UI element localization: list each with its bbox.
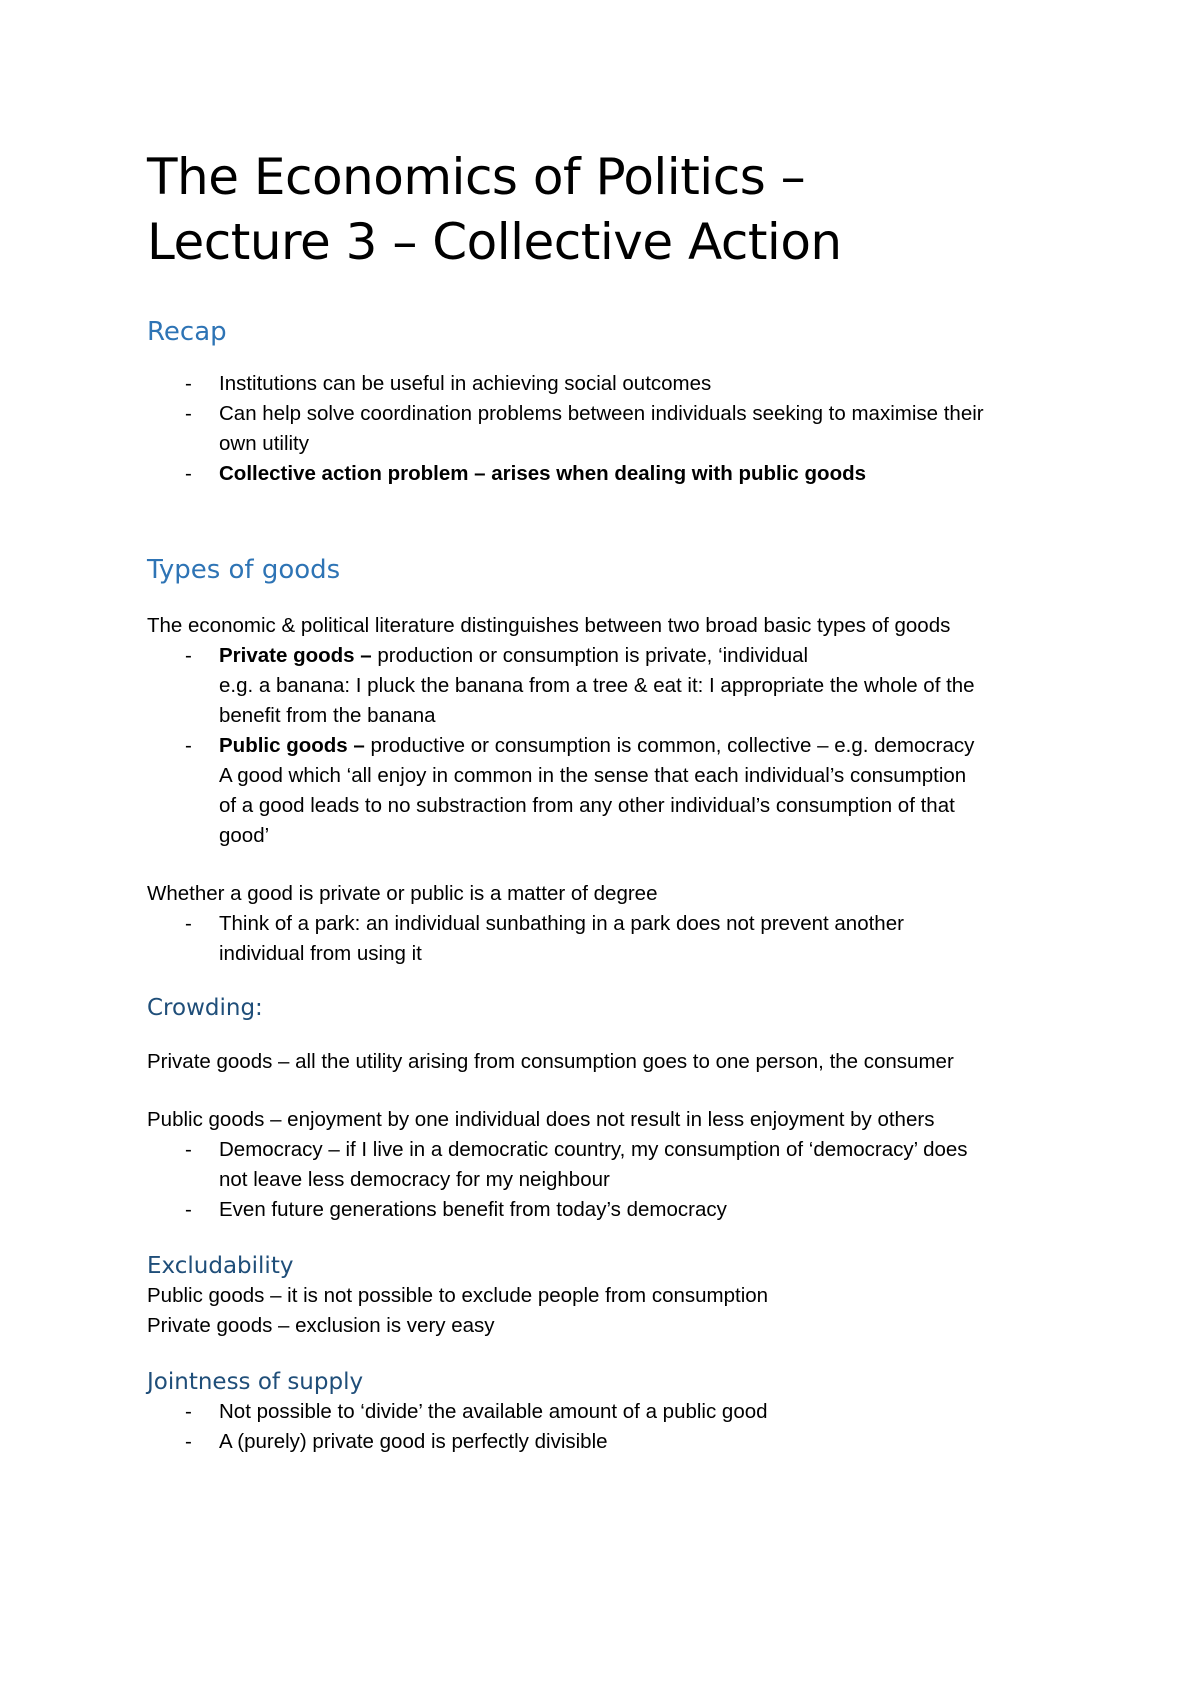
bullet-dash: - [185, 1400, 192, 1423]
document-content [147, 145, 1077, 1457]
heading-excludability: Excludability [147, 1253, 294, 1279]
paragraph-crowding-private: Private goods – all the utility arising from consumption goes to one person, the consumer [147, 1050, 954, 1073]
quote-public-goods: A good which ‘all enjoy in common in the sense that each individual’s consumption [219, 764, 967, 787]
bullet-dash: - [185, 402, 192, 425]
title-line-1: The Economics of Politics – [147, 148, 806, 206]
crowding-list [147, 1135, 1077, 1225]
term-private-goods: Private goods – [219, 644, 372, 667]
title-line-2: Lecture 3 – Collective Action [147, 213, 842, 271]
list-item-text: Can help solve coordination problems between individuals seeking to maximise their [219, 402, 984, 425]
paragraph-crowding-public: Public goods – enjoyment by one individual does not result in less enjoyment by others [147, 1108, 935, 1131]
bullet-dash: - [185, 1138, 192, 1161]
bullet-dash: - [185, 644, 192, 667]
list-item [147, 399, 1077, 459]
list-item [147, 1427, 1077, 1457]
bullet-dash: - [185, 734, 192, 757]
bullet-dash: - [185, 372, 192, 395]
list-item-text: Think of a park: an individual sunbathing in a park does not prevent another [219, 912, 904, 935]
list-item-text: individual from using it [219, 942, 422, 965]
types-list [147, 641, 1077, 851]
list-item [147, 1135, 1077, 1195]
definition-private-goods: production or consumption is private, ‘individual [371, 644, 809, 667]
recap-list [147, 369, 1077, 489]
bullet-dash: - [185, 1430, 192, 1453]
list-item [147, 369, 1077, 399]
list-item [147, 909, 1077, 969]
example-private-goods: e.g. a banana: I pluck the banana from a tree & eat it: I appropriate the whole of the [219, 674, 975, 697]
heading-types-of-goods: Types of goods [147, 555, 341, 585]
list-item [147, 459, 1077, 489]
list-item-public-goods [147, 731, 1077, 851]
degree-list [147, 909, 1077, 969]
quote-public-goods-end: good’ [219, 824, 270, 847]
list-item-bold-text: Collective action problem – arises when dealing with public goods [219, 462, 867, 485]
bullet-dash: - [185, 912, 192, 935]
list-item [147, 1195, 1077, 1225]
bullet-dash: - [185, 1198, 192, 1221]
list-item-text: not leave less democracy for my neighbour [219, 1168, 610, 1191]
list-item [147, 1397, 1077, 1427]
list-item-text: Institutions can be useful in achieving social outcomes [219, 372, 712, 395]
example-private-goods-cont: benefit from the banana [219, 704, 436, 727]
document-title [147, 145, 1077, 275]
heading-jointness: Jointness of supply [147, 1369, 364, 1395]
heading-crowding: Crowding: [147, 995, 263, 1021]
list-item-private-goods [147, 641, 1077, 731]
quote-public-goods-cont: of a good leads to no substraction from any other individual’s consumption of that [219, 794, 955, 817]
paragraph-types-intro: The economic & political literature distinguishes between two broad basic types of goods [147, 614, 951, 637]
list-item-text: Democracy – if I live in a democratic country, my consumption of ‘democracy’ does [219, 1138, 968, 1161]
paragraph-excludability-public: Public goods – it is not possible to exclude people from consumption [147, 1284, 769, 1307]
jointness-list [147, 1397, 1077, 1457]
list-item-text: Even future generations benefit from today’s democracy [219, 1198, 727, 1221]
bullet-dash: - [185, 462, 192, 485]
heading-recap: Recap [147, 317, 227, 347]
list-item-text: A (purely) private good is perfectly divisible [219, 1430, 608, 1453]
list-item-text: own utility [219, 432, 310, 455]
term-public-goods: Public goods – [219, 734, 365, 757]
list-item-text: Not possible to ‘divide’ the available amount of a public good [219, 1400, 768, 1423]
paragraph-excludability-private: Private goods – exclusion is very easy [147, 1314, 495, 1337]
paragraph-degree: Whether a good is private or public is a matter of degree [147, 882, 658, 905]
definition-public-goods: productive or consumption is common, collective – e.g. democracy [364, 734, 975, 757]
